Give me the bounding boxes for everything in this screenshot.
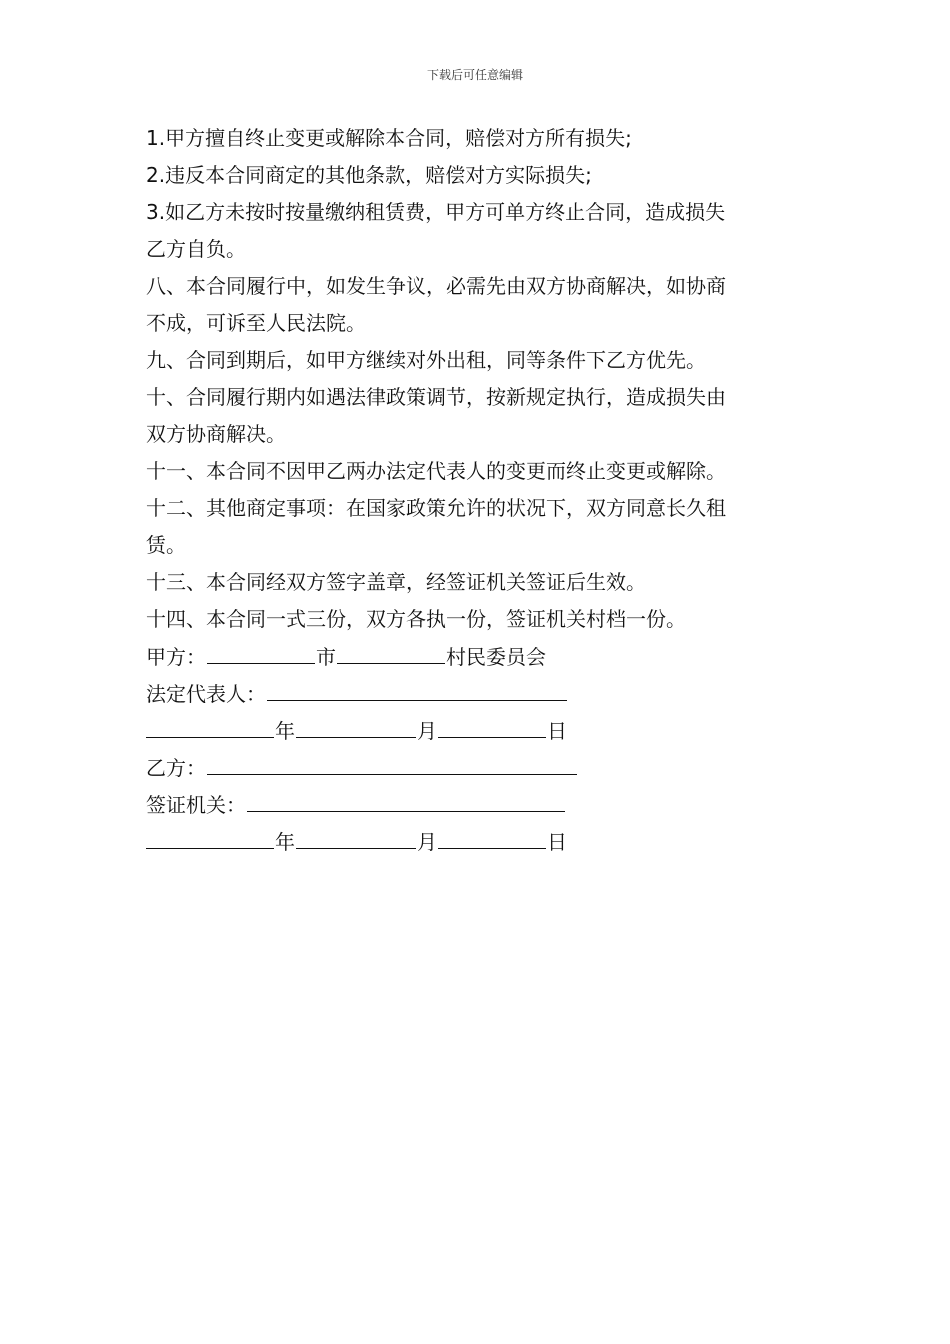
clause-line: 双方协商解决。 [146, 422, 286, 446]
day-label: 日 [547, 830, 567, 854]
legal-rep-line [146, 675, 810, 712]
party-b-line [146, 749, 810, 786]
header-note: 下载后可任意编辑 [426, 68, 523, 82]
city-suffix: 市 [316, 645, 336, 669]
clause-line: 赁。 [146, 533, 186, 557]
month-blank[interactable] [296, 823, 416, 849]
clause-line: 2.违反本合同商定的其他条款，赔偿对方实际损失; [146, 163, 592, 187]
year-label: 年 [275, 830, 295, 854]
clause-line: 乙方自负。 [146, 237, 246, 261]
clause-line: 3.如乙方未按时按量缴纳租赁费，甲方可单方终止合同，造成损失 [146, 200, 726, 224]
month-blank[interactable] [296, 712, 416, 738]
year-blank[interactable] [146, 712, 274, 738]
clause-line: 八、本合同履行中，如发生争议，必需先由双方协商解决，如协商 [146, 274, 726, 298]
clause-line: 十、合同履行期内如遇法律政策调节，按新规定执行，造成损失由 [146, 385, 726, 409]
party-a-line [146, 638, 810, 675]
legal-rep-blank[interactable] [267, 675, 567, 701]
year-label: 年 [275, 719, 295, 743]
party-a-label: 甲方： [146, 645, 206, 669]
clause-line: 十四、本合同一式三份，双方各执一份，签证机关村档一份。 [146, 607, 686, 631]
clause-line: 十三、本合同经双方签字盖章，经签证机关签证后生效。 [146, 570, 646, 594]
contract-body [146, 120, 810, 860]
day-blank[interactable] [438, 712, 546, 738]
certifier-blank[interactable] [247, 786, 565, 812]
clause-line: 十二、其他商定事项：在国家政策允许的状况下，双方同意长久租 [146, 496, 726, 520]
village-blank[interactable] [337, 638, 445, 664]
month-label: 月 [417, 719, 437, 743]
legal-rep-label: 法定代表人： [146, 682, 266, 706]
year-blank[interactable] [146, 823, 274, 849]
date-line-b [146, 823, 810, 860]
village-committee-label: 村民委员会 [446, 645, 546, 669]
day-blank[interactable] [438, 823, 546, 849]
certifier-line [146, 786, 810, 823]
date-line-a [146, 712, 810, 749]
clause-line: 九、合同到期后，如甲方继续对外出租，同等条件下乙方优先。 [146, 348, 706, 372]
city-blank[interactable] [207, 638, 315, 664]
month-label: 月 [417, 830, 437, 854]
clause-line: 不成，可诉至人民法院。 [146, 311, 366, 335]
party-b-blank[interactable] [207, 749, 577, 775]
clause-line: 十一、本合同不因甲乙两办法定代表人的变更而终止变更或解除。 [146, 459, 726, 483]
party-b-label: 乙方： [146, 756, 206, 780]
day-label: 日 [547, 719, 567, 743]
certifier-label: 签证机关： [146, 793, 246, 817]
clause-line: 1.甲方擅自终止变更或解除本合同，赔偿对方所有损失; [146, 126, 632, 150]
